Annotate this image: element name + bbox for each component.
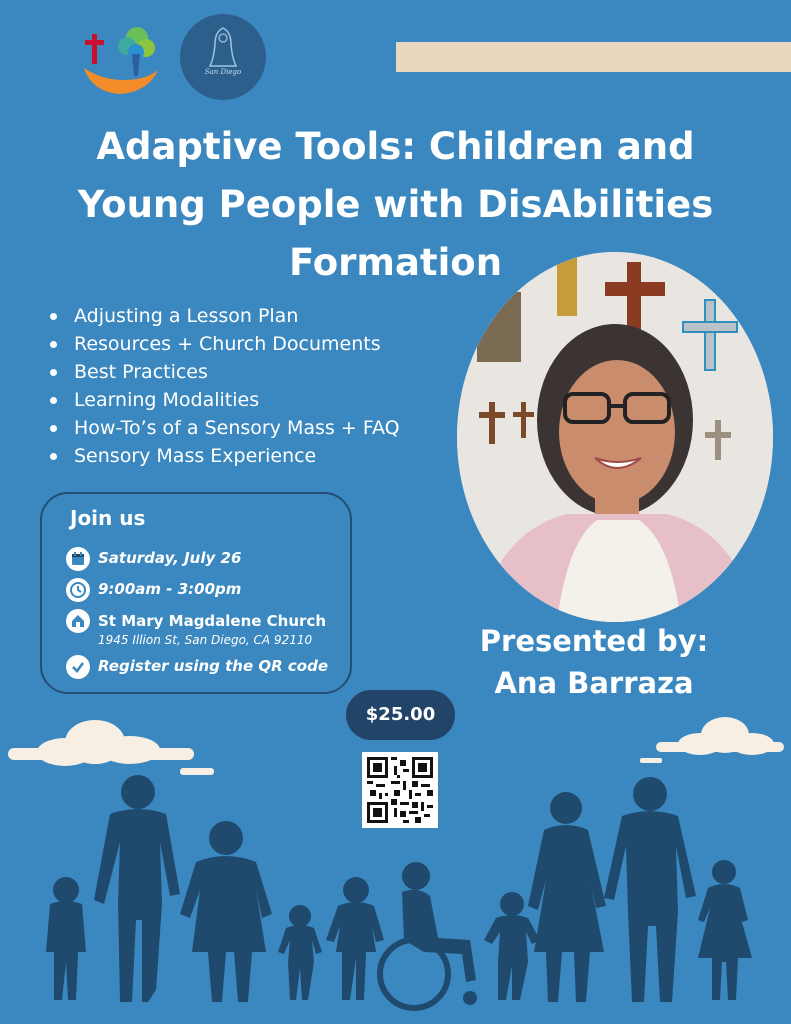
title-line-3: Formation [288, 241, 503, 284]
diocese-logo-text: San Diego [204, 68, 242, 76]
topic-item: Adjusting a Lesson Plan [50, 302, 400, 330]
topic-item: Best Practices [50, 358, 400, 386]
diocese-logo [180, 14, 266, 100]
join-title: Join us [70, 506, 146, 530]
family-silhouette-scene [0, 690, 791, 1024]
topic-list [50, 302, 400, 470]
topic-item: How-To’s of a Sensory Mass + FAQ [50, 414, 400, 442]
cloud-right [640, 717, 784, 763]
presenter-photo [457, 252, 773, 622]
cloud-left [8, 720, 214, 775]
home-icon [66, 609, 90, 633]
register-note: Register using the QR code [98, 657, 329, 675]
presented-by-label: Presented by: [479, 624, 709, 658]
topic-item: Learning Modalities [50, 386, 400, 414]
title-line-2: Young People with DisAbilities [77, 183, 714, 226]
registration-qr-code[interactable] [362, 752, 438, 828]
location-address: 1945 Illion St, San Diego, CA 92110 [98, 633, 313, 647]
presenter-name: Ana Barraza [494, 666, 694, 700]
location-name: St Mary Magdalene Church [98, 612, 327, 630]
clock-icon [66, 578, 90, 602]
topic-item: Sensory Mass Experience [50, 442, 400, 470]
calendar-icon [66, 547, 90, 571]
ministry-logo [82, 18, 162, 98]
price-badge: $25.00 [346, 690, 455, 740]
event-time: 9:00am - 3:00pm [98, 580, 242, 598]
topic-item: Resources + Church Documents [50, 330, 400, 358]
accent-bar [396, 42, 791, 72]
event-date: Saturday, July 26 [98, 549, 242, 567]
check-icon [66, 655, 90, 679]
title-line-1: Adaptive Tools: Children and [96, 125, 695, 168]
